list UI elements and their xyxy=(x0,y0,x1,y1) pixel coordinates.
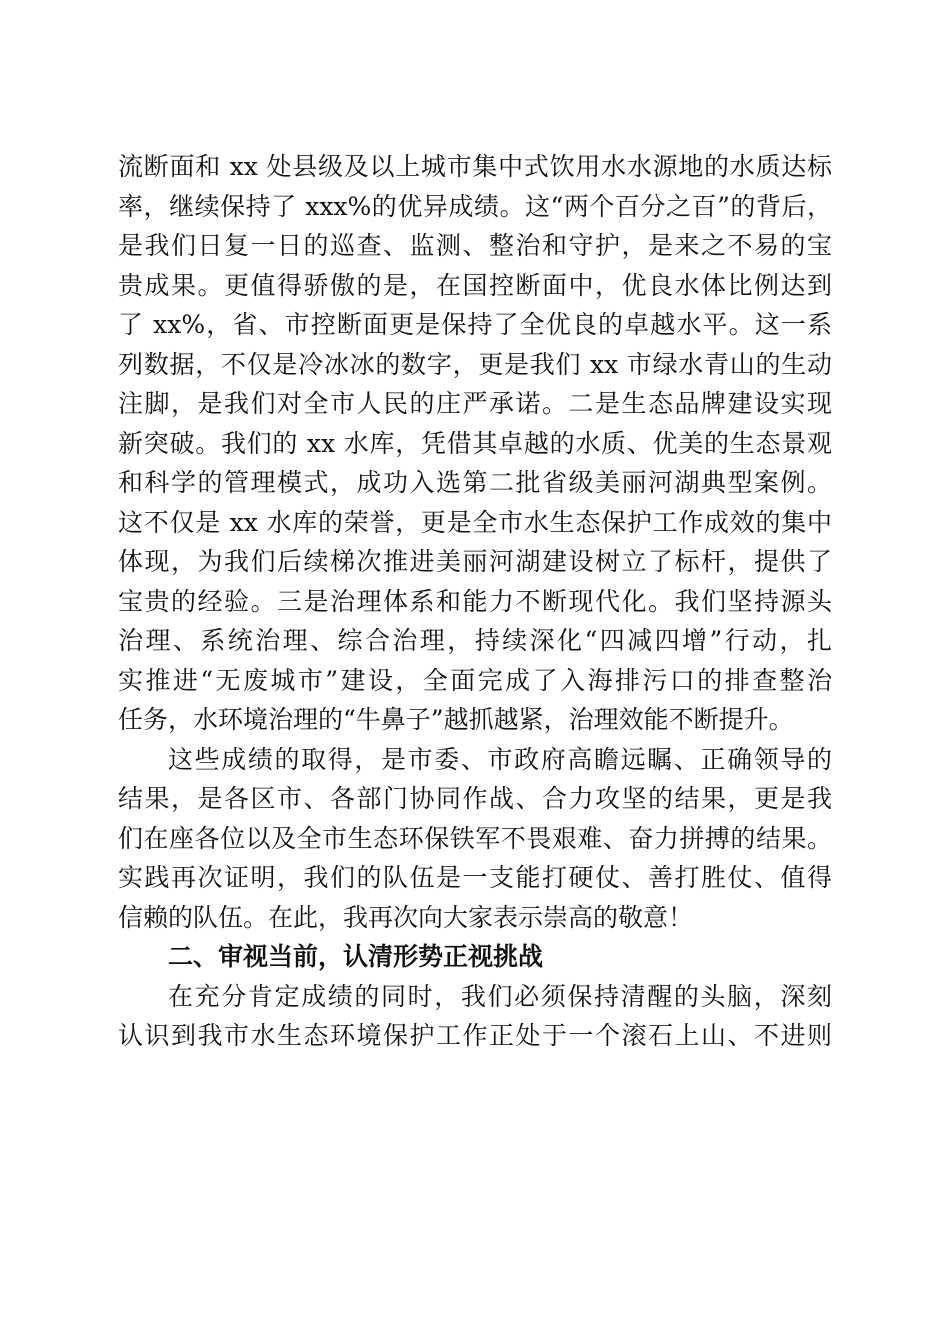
text-line: 结果，是各区市、各部门协同作战、合力攻坚的结果，更是我 xyxy=(118,784,832,813)
text-line: 在充分肯定成绩的同时，我们必须保持清醒的头脑，深刻 xyxy=(168,981,832,1011)
text-line: 是我们日复一日的巡查、监测、整治和守护，是来之不易的宝 xyxy=(118,231,832,260)
text-line: 流断面和 xx 处县级及以上城市集中式饮用水水源地的水质达标 xyxy=(118,152,832,181)
text-line: 信赖的队伍。在此，我再次向大家表示崇高的敬意！ xyxy=(118,902,694,932)
text-line: 实推进“无废城市”建设，全面完成了入海排污口的排查整治 xyxy=(118,665,832,695)
text-line: 率，继续保持了 xxx%的优异成绩。这“两个百分之百”的背后， xyxy=(118,191,832,221)
paragraph-thanks xyxy=(118,740,832,938)
text-line: 列数据，不仅是冷冰冰的数字，更是我们 xx 市绿水青山的生动 xyxy=(118,349,832,379)
text-line: 贵成果。更值得骄傲的是，在国控断面中，优良水体比例达到 xyxy=(118,270,832,300)
text-line: 了 xx%，省、市控断面更是保持了全优良的卓越水平。这一系 xyxy=(118,310,832,339)
text-line: 实践再次证明，我们的队伍是一支能打硬仗、善打胜仗、值得 xyxy=(118,863,832,892)
text-line: 任务，水环境治理的“牛鼻子”越抓越紧，治理效能不断提升。 xyxy=(118,705,794,734)
text-line: 注脚，是我们对全市人民的庄严承诺。二是生态品牌建设实现 xyxy=(118,389,832,418)
paragraph-achievements xyxy=(118,147,832,740)
text-line: 治理、系统治理、综合治理，持续深化“四减四增”行动，扎 xyxy=(118,626,832,655)
text-line: 这些成绩的取得，是市委、市政府高瞻远瞩、正确领导的 xyxy=(168,744,832,774)
text-line: 体现，为我们后续梯次推进美丽河湖建设树立了标杆，提供了 xyxy=(118,547,832,576)
text-line: 和科学的管理模式，成功入选第二批省级美丽河湖典型案例。 xyxy=(118,468,832,497)
text-line: 宝贵的经验。三是治理体系和能力不断现代化。我们坚持源头 xyxy=(118,586,832,616)
text-line: 认识到我市水生态环境保护工作正处于一个滚石上山、不进则 xyxy=(118,1021,832,1050)
text-line: 们在座各位以及全市生态环保铁军不畏艰难、奋力拼搏的结果。 xyxy=(118,823,832,853)
section-heading: 二、审视当前，认清形势正视挑战 xyxy=(168,942,544,971)
paragraph-challenges xyxy=(118,977,832,1056)
text-line: 新突破。我们的 xx 水库，凭借其卓越的水质、优美的生态景观 xyxy=(118,428,832,458)
text-line: 这不仅是 xx 水库的荣誉，更是全市水生态保护工作成效的集中 xyxy=(118,507,832,537)
